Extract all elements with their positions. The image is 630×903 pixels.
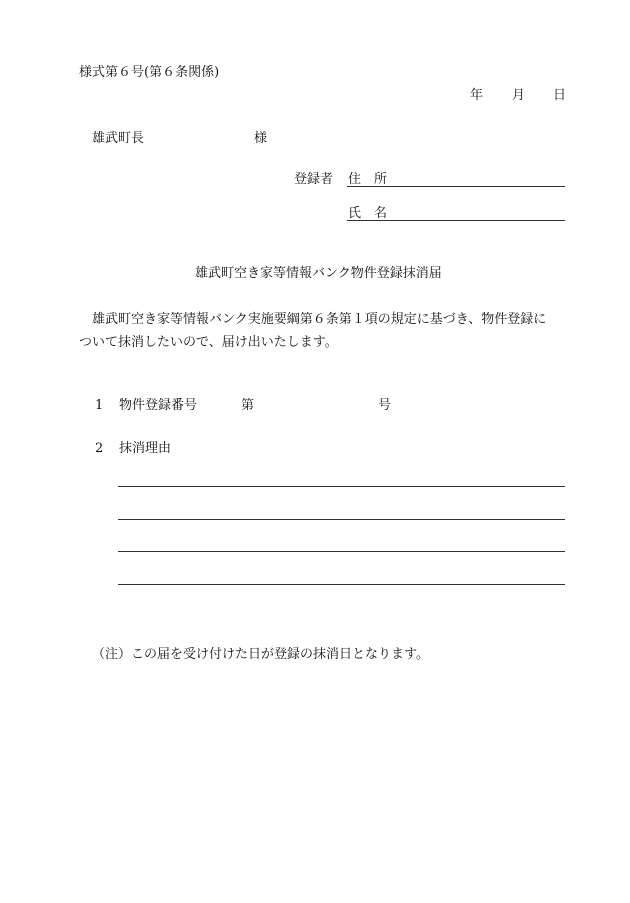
item-1-suffix: 号 xyxy=(378,398,392,413)
reason-line-3[interactable] xyxy=(118,551,565,552)
name-field-line[interactable] xyxy=(347,220,565,221)
item-2-label: 抹消理由 xyxy=(119,441,172,456)
date-year-label: 年 xyxy=(470,88,484,103)
name-label: 氏 名 xyxy=(348,206,388,221)
reason-line-2[interactable] xyxy=(118,519,565,520)
reason-line-4[interactable] xyxy=(118,584,565,585)
address-field-line[interactable] xyxy=(347,186,565,187)
registrant-label: 登録者 xyxy=(294,172,334,187)
item-1-prefix: 第 xyxy=(241,398,255,413)
note-text: （注）この届を受け付けた日が登録の抹消日となります。 xyxy=(92,647,429,662)
item-1-number: 1 xyxy=(95,398,104,413)
addressee-honorific: 様 xyxy=(254,131,268,146)
reason-line-1[interactable] xyxy=(118,486,565,487)
form-number: 様式第６号(第６条関係) xyxy=(79,65,220,80)
item-2-number: 2 xyxy=(95,441,104,456)
body-text-line-2: ついて抹消したいので、届け出いたします。 xyxy=(79,335,338,350)
addressee-name: 雄武町長 xyxy=(92,131,145,146)
item-1-label: 物件登録番号 xyxy=(119,398,198,413)
address-label: 住 所 xyxy=(348,172,388,187)
form-title: 雄武町空き家等情報バンク物件登録抹消届 xyxy=(195,266,442,281)
date-day-label: 日 xyxy=(553,88,567,103)
date-month-label: 月 xyxy=(512,88,526,103)
body-text-line-1: 雄武町空き家等情報バンク実施要綱第６条第１項の規定に基づき、物件登録に xyxy=(92,312,547,327)
